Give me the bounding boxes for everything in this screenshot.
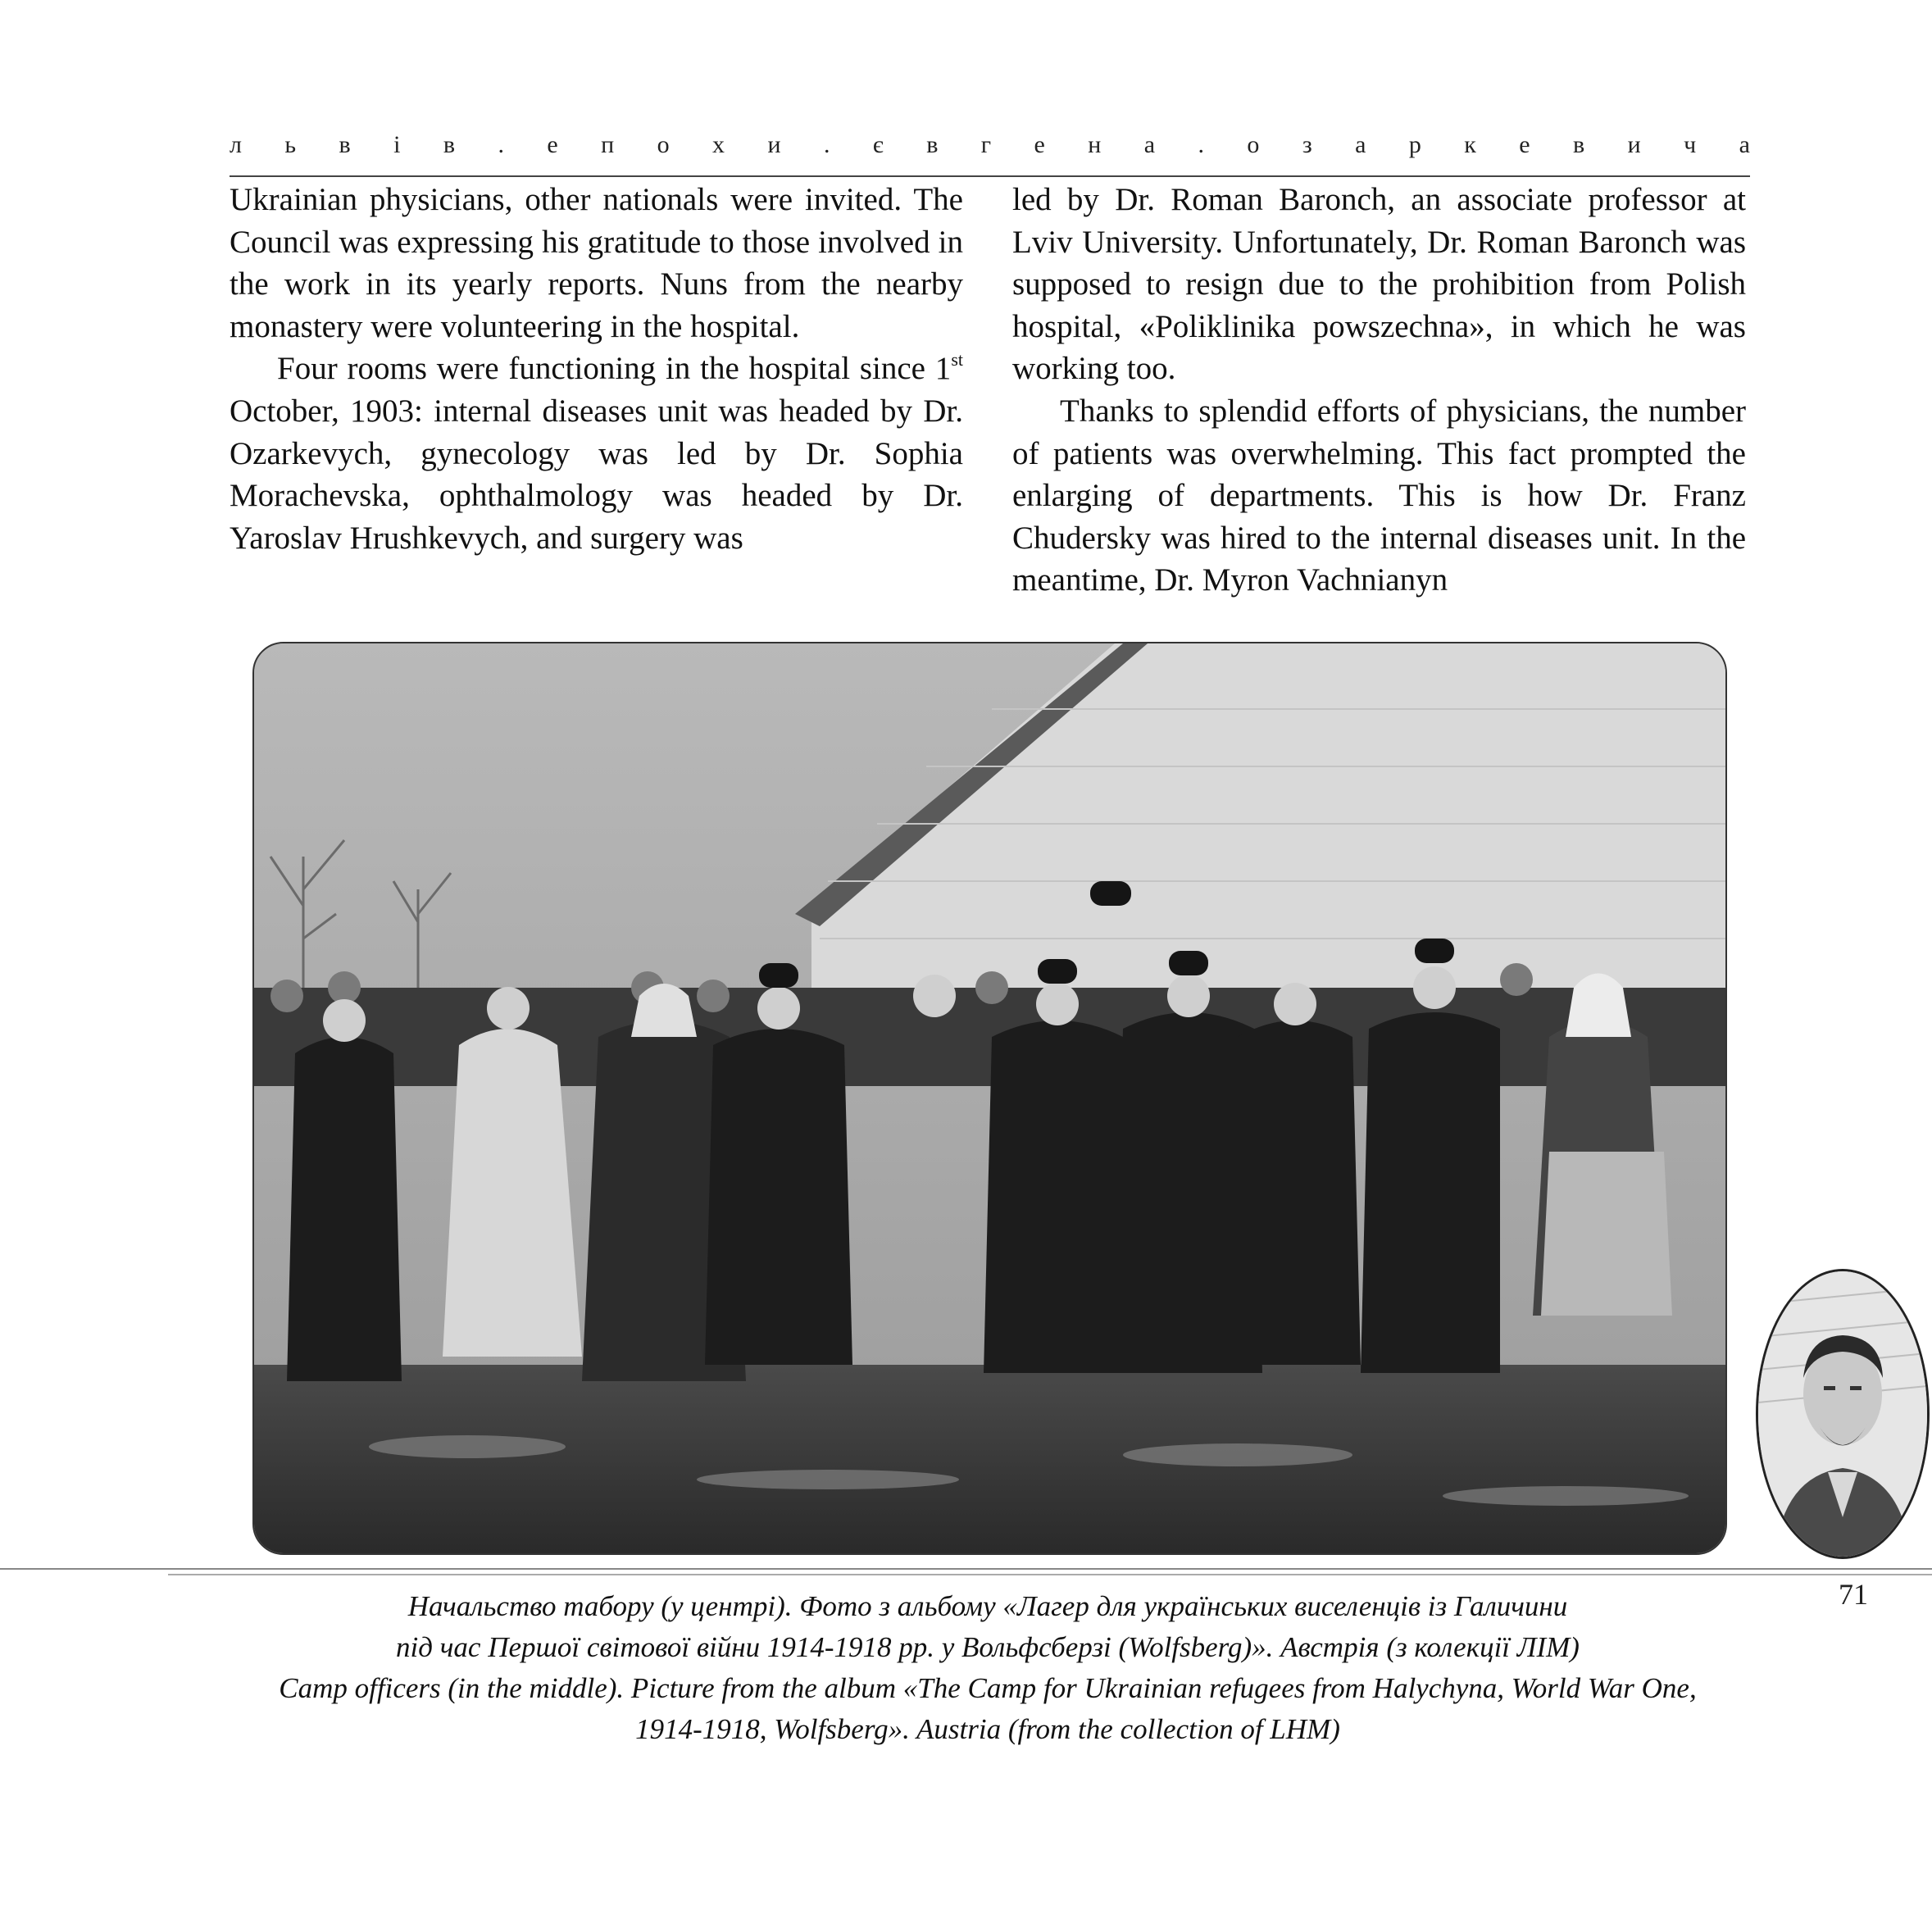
running-head-letter: і [393,131,401,158]
running-head-letter: ч [1684,131,1697,158]
photo-illustration [254,643,1725,1553]
running-head-letter: о [657,131,670,158]
caption-line-english: 1914-1918, Wolfsberg». Austria (from the collection of LHM) [635,1713,1340,1745]
right-text-column [1012,179,1746,602]
portrait-medallion [1756,1269,1930,1559]
running-head-letter: в [339,131,351,158]
running-head-letter: ь [284,131,297,158]
running-head [230,131,1750,159]
paragraph: Ukrainian physicians, other nationals were invited. The Council was expressing his gratitude to those involved in the work in its yearly reports. Nuns from the nearby monastery were volunteering in the hospital. [230,182,963,344]
running-head-letter: . [823,131,830,158]
footer-rule [168,1574,1932,1575]
running-head-letter: є [872,131,884,158]
running-head-letter: а [1355,131,1366,158]
running-head-letter: к [1464,131,1476,158]
running-head-letter: е [547,131,558,158]
running-head-letter: п [601,131,615,158]
running-head-letter: р [1408,131,1421,158]
portrait-illustration [1758,1271,1927,1557]
running-head-letter: л [230,131,242,158]
running-head-letter: н [1088,131,1102,158]
running-head-letter: и [767,131,781,158]
footer-rule [0,1568,1932,1570]
running-head-letter: е [1519,131,1530,158]
caption-line-ukrainian: Начальство табору (у центрі). Фото з альбому «Лагер для українських виселенців із Галичини [407,1590,1568,1622]
running-head-letter: и [1627,131,1641,158]
running-head-letter: . [498,131,504,158]
running-head-letter: . [1198,131,1204,158]
running-head-letter: е [1034,131,1045,158]
header-rule [230,175,1750,177]
running-head-letter: г [980,131,992,158]
running-head-letter: в [443,131,456,158]
running-head-letter: в [1573,131,1585,158]
running-head-letter: о [1247,131,1260,158]
caption-line-ukrainian: під час Першої світової війни 1914-1918 рр. у Вольфсберзі (Wolfsberg)». Австрія (з колекції ЛІМ) [396,1631,1580,1663]
running-head-letter: х [712,131,725,158]
running-head-letter: а [1739,131,1750,158]
paragraph: led by Dr. Roman Baronch, an associate professor at Lviv University. Unfortunately, Dr. Roman Baronch was supposed to resign due to the prohibition from Polish hospital, «Poliklinika powszechna», in which he was working too. [1012,182,1746,387]
paragraph: Thanks to splendid efforts of physicians, the number of patients was overwhelming. This fact prompted the enlarging of departments. This is how Dr. Franz Chudersky was hired to the internal diseases unit. In the meantime, Dr. Myron Vachnianyn [1012,393,1746,598]
left-text-column [230,179,963,559]
page-number: 71 [1839,1578,1868,1611]
running-head-letter: з [1302,131,1312,158]
running-head-letter: а [1143,131,1156,158]
group-photograph [252,642,1727,1555]
paragraph: Four rooms were functioning in the hospital since 1st October, 1903: internal diseases unit was headed by Dr. Ozarkevych, gynecology was led by Dr. Sophia Morachevska, ophthalmology was headed by Dr. Yaroslav Hrushkevych, and surgery was [230,349,963,556]
running-head-letter: в [926,131,939,158]
caption-line-english: Camp officers (in the middle). Picture from the album «The Camp for Ukrainian refugees from Halychyna, World War One, [279,1672,1697,1704]
photo-caption [213,1586,1762,1750]
